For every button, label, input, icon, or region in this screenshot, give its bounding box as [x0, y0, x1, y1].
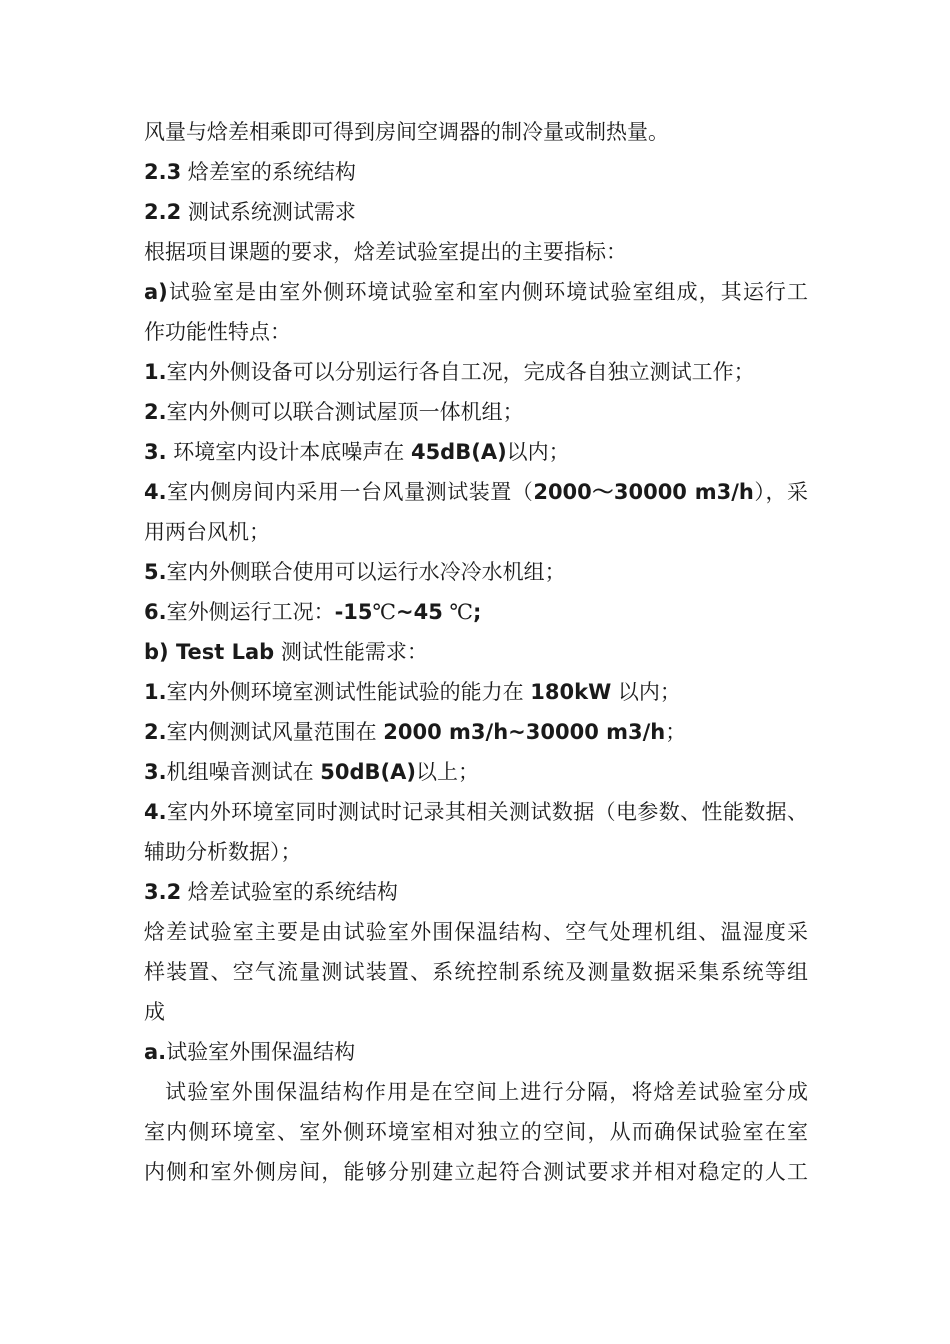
text: 以内； — [506, 440, 570, 464]
item-marker: 3. — [144, 440, 167, 464]
para-line-1 — [144, 912, 808, 952]
text: 室内外侧环境室测试性能试验的能力在 — [166, 680, 531, 704]
line-1 — [144, 112, 808, 152]
perf-item-2 — [144, 712, 808, 752]
item-marker: a. — [144, 1040, 167, 1064]
list-item-6 — [144, 592, 808, 632]
text: 室内外侧联合使用可以运行水冷冷水机组； — [166, 560, 566, 584]
perf-item-3 — [144, 752, 808, 792]
heading-2-3 — [144, 152, 808, 192]
document-page — [144, 112, 808, 1192]
para2-line-1 — [144, 1072, 808, 1112]
heading-2-2 — [144, 192, 808, 232]
text: 作功能性特点： — [144, 320, 291, 344]
item-marker: a) — [144, 280, 168, 304]
text: 用两台风机； — [144, 520, 270, 544]
text: 成 — [144, 1000, 165, 1024]
text: 根据项目课题的要求，焓差试验室提出的主要指标： — [144, 240, 627, 264]
heading-number: 2.2 — [144, 200, 182, 224]
heading-text: 焓差试验室的系统结构 — [181, 880, 398, 904]
item-b — [144, 632, 808, 672]
value: 2000 m3/h~30000 m3/h — [383, 720, 666, 744]
value: ~45 — [396, 600, 443, 624]
heading-text: 测试系统测试需求 — [181, 200, 356, 224]
value: 45dB(A) — [410, 440, 507, 464]
item-marker: 5. — [144, 560, 167, 584]
text: 风量与焓差相乘即可得到房间空调器的制冷量或制热量。 — [144, 120, 669, 144]
line-4 — [144, 232, 808, 272]
text: 室外侧运行工况： — [166, 600, 335, 624]
heading-number: 3.2 — [144, 880, 182, 904]
list-item-4-line-1 — [144, 472, 808, 512]
text: 机组噪音测试在 — [166, 760, 321, 784]
para-line-2 — [144, 952, 808, 992]
item-marker: b) Test Lab — [144, 640, 275, 664]
item-marker: 2. — [144, 720, 167, 744]
heading-text: 焓差室的系统结构 — [181, 160, 356, 184]
text: ； — [665, 720, 687, 744]
text: 试验室是由室外侧环境试验室和室内侧环境试验室组成，其运行工 — [167, 280, 808, 304]
item-marker: 6. — [144, 600, 167, 624]
text: 测试性能需求： — [274, 640, 428, 664]
text: 样装置、空气流量测试装置、系统控制系统及测量数据采集系统等组 — [144, 960, 808, 984]
text: 环境室内设计本底噪声在 — [166, 440, 411, 464]
unit: ℃ — [372, 600, 397, 624]
heading-number: 2.3 — [144, 160, 182, 184]
item-a-heading — [144, 1032, 808, 1072]
text: 以内； — [611, 680, 681, 704]
list-item-5 — [144, 552, 808, 592]
text: 室内外侧设备可以分别运行各自工况，完成各自独立测试工作； — [166, 360, 755, 384]
text: 室内侧环境室、室外侧环境室相对独立的空间，从而确保试验室在室 — [144, 1120, 808, 1144]
para-line-3 — [144, 992, 808, 1032]
text: 室内侧房间内采用一台风量测试装置（ — [166, 480, 534, 504]
list-item-2 — [144, 392, 808, 432]
list-item-3 — [144, 432, 808, 472]
heading-3-2 — [144, 872, 808, 912]
unit: ℃ — [442, 600, 474, 624]
punctuation: ; — [473, 600, 482, 624]
value: 180kW — [530, 680, 612, 704]
item-marker: 4. — [144, 800, 167, 824]
value: 50dB(A) — [320, 760, 416, 784]
value: 2000～30000 m3/h — [533, 480, 754, 504]
item-a-line-1 — [144, 272, 808, 312]
text: 内侧和室外侧房间，能够分别建立起符合测试要求并相对稳定的人工 — [144, 1160, 808, 1184]
text: 室内外侧可以联合测试屋顶一体机组； — [166, 400, 524, 424]
item-marker: 2. — [144, 400, 167, 424]
para2-line-3 — [144, 1152, 808, 1192]
value: -15 — [334, 600, 373, 624]
item-a-line-2 — [144, 312, 808, 352]
text: 焓差试验室主要是由试验室外围保温结构、空气处理机组、温湿度采 — [144, 920, 808, 944]
text: 辅助分析数据）； — [144, 840, 302, 864]
text: 室内侧测试风量范围在 — [166, 720, 384, 744]
text: 试验室外围保温结构作用是在空间上进行分隔，将焓差试验室分成 — [165, 1080, 808, 1104]
text: ），采 — [753, 480, 808, 504]
perf-item-4-line-1 — [144, 792, 808, 832]
para2-line-2 — [144, 1112, 808, 1152]
text: 试验室外围保温结构 — [166, 1040, 356, 1064]
item-marker: 1. — [144, 360, 167, 384]
perf-item-4-line-2 — [144, 832, 808, 872]
text: 以上； — [416, 760, 479, 784]
item-marker: 4. — [144, 480, 167, 504]
perf-item-1 — [144, 672, 808, 712]
list-item-1 — [144, 352, 808, 392]
item-marker: 1. — [144, 680, 167, 704]
list-item-4-line-2 — [144, 512, 808, 552]
item-marker: 3. — [144, 760, 167, 784]
text: 室内外环境室同时测试时记录其相关测试数据（电参数、性能数据、 — [166, 800, 808, 824]
